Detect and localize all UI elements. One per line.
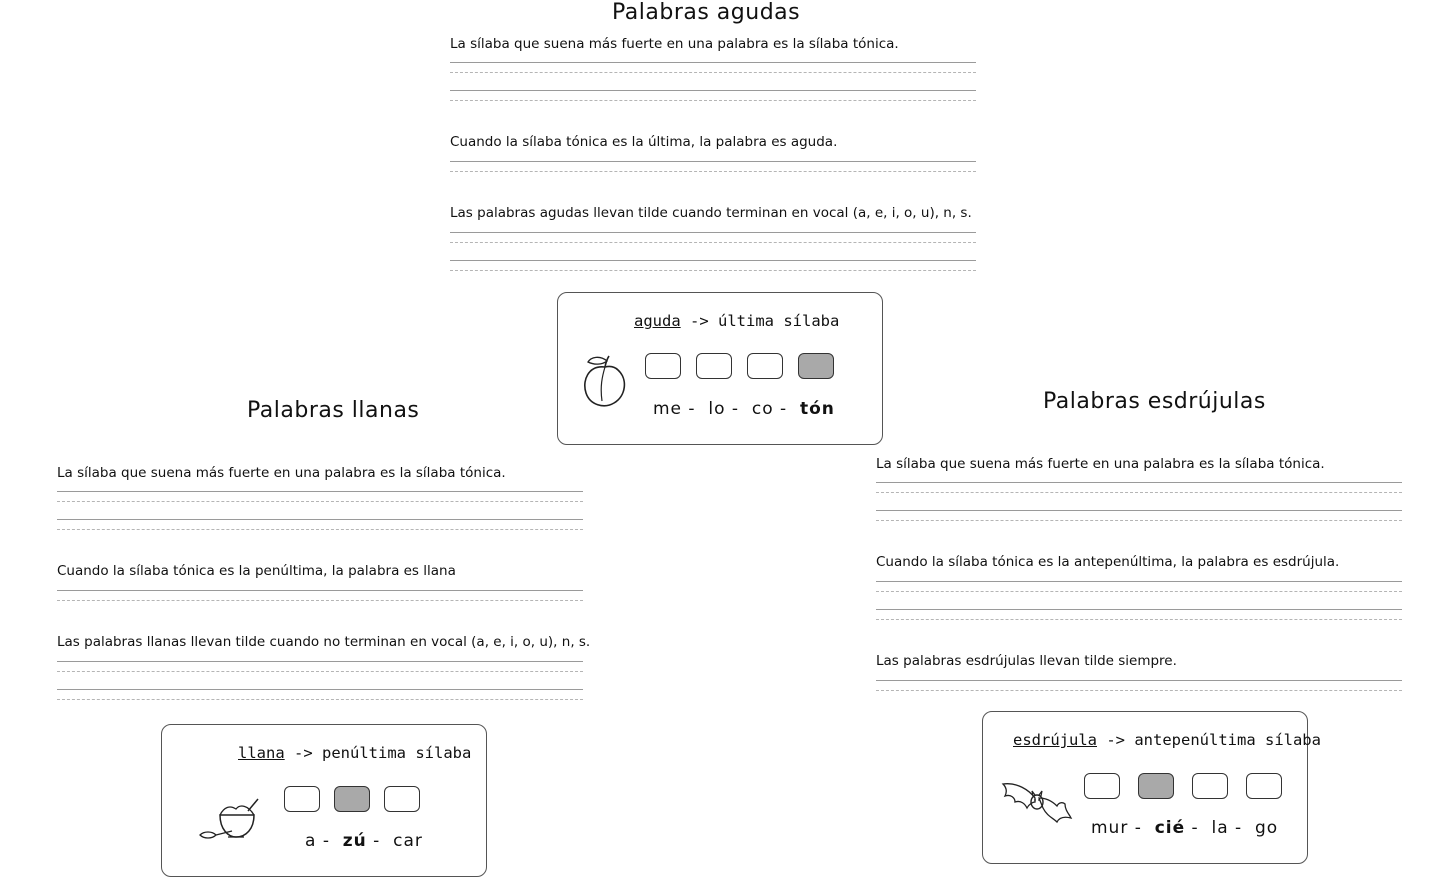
card-llana [161,724,487,877]
syllable: co [751,399,774,419]
syllable-box-stressed [1138,773,1174,799]
syllable-box [1246,773,1282,799]
syllable-box [1192,773,1228,799]
agudas-sentence-1: La sílaba que suena más fuerte en una palabra es la sílaba tónica. [450,36,899,52]
syllable-box-stressed [334,786,370,812]
llanas-rules [57,465,591,705]
syllable-box [696,353,732,379]
syllable-box [284,786,320,812]
syllable: go [1254,818,1279,838]
peach-icon [580,353,630,411]
syllable: me [653,399,683,419]
syllable-stressed: cié [1154,818,1186,838]
agudas-sentence-3: Las palabras agudas llevan tilde cuando terminan en vocal (a, e, i, o, u), n, s. [450,205,972,221]
title-agudas: Palabras agudas [612,0,801,25]
llanas-sentence-3: Las palabras llanas llevan tilde cuando no terminan en vocal (a, e, i, o, u), n, s. [57,634,591,650]
card-aguda [557,292,883,445]
syllable: car [393,831,423,851]
syllable-boxes [645,353,849,379]
syllable: mur [1091,818,1129,838]
syllable: lo [708,399,726,419]
title-llanas: Palabras llanas [247,398,420,423]
card-rule: -> última sílaba [690,312,840,330]
esdrujulas-sentence-2: Cuando la sílaba tónica es la antepenúltima, la palabra es esdrújula. [876,554,1340,570]
card-rule: -> antepenúltima sílaba [1106,731,1321,749]
card-esdrujula [982,711,1321,864]
card-keyword: llana [238,744,285,762]
esdrujulas-sentence-3: Las palabras esdrújulas llevan tilde siempre. [876,653,1177,669]
card-aguda-title [634,312,839,330]
syllable-box [1084,773,1120,799]
syllable-box [384,786,420,812]
syllable-stressed: tón [799,399,835,419]
syllable-stressed: zú [342,831,367,851]
sugar-bowl-icon [198,795,260,845]
agudas-sentence-2: Cuando la sílaba tónica es la última, la palabra es aguda. [450,134,838,150]
title-esdrujulas: Palabras esdrújulas [1043,389,1266,414]
card-llana-title [238,744,471,762]
syllable: la [1211,818,1229,838]
syllable-box [747,353,783,379]
card-keyword: aguda [634,312,681,330]
word-syllables: mur - cié - la - go [1091,818,1279,838]
syllable: a [305,831,317,851]
syllable-boxes [1084,773,1297,799]
word-syllables: a - zú - car [305,831,423,851]
word-syllables: me - lo - co - tón [653,399,835,419]
llanas-sentence-1: La sílaba que suena más fuerte en una palabra es la sílaba tónica. [57,465,506,481]
esdrujulas-sentence-1: La sílaba que suena más fuerte en una palabra es la sílaba tónica. [876,456,1325,472]
card-keyword: esdrújula [1013,731,1097,749]
agudas-rules [450,36,976,276]
syllable-boxes [284,786,435,812]
llanas-sentence-2: Cuando la sílaba tónica es la penúltima, la palabra es llana [57,563,456,579]
syllable-box [645,353,681,379]
bat-icon [999,778,1073,828]
esdrujulas-rules [876,456,1402,696]
card-esdrujula-title [1013,731,1321,749]
card-rule: -> penúltima sílaba [294,744,472,762]
syllable-box-stressed [798,353,834,379]
